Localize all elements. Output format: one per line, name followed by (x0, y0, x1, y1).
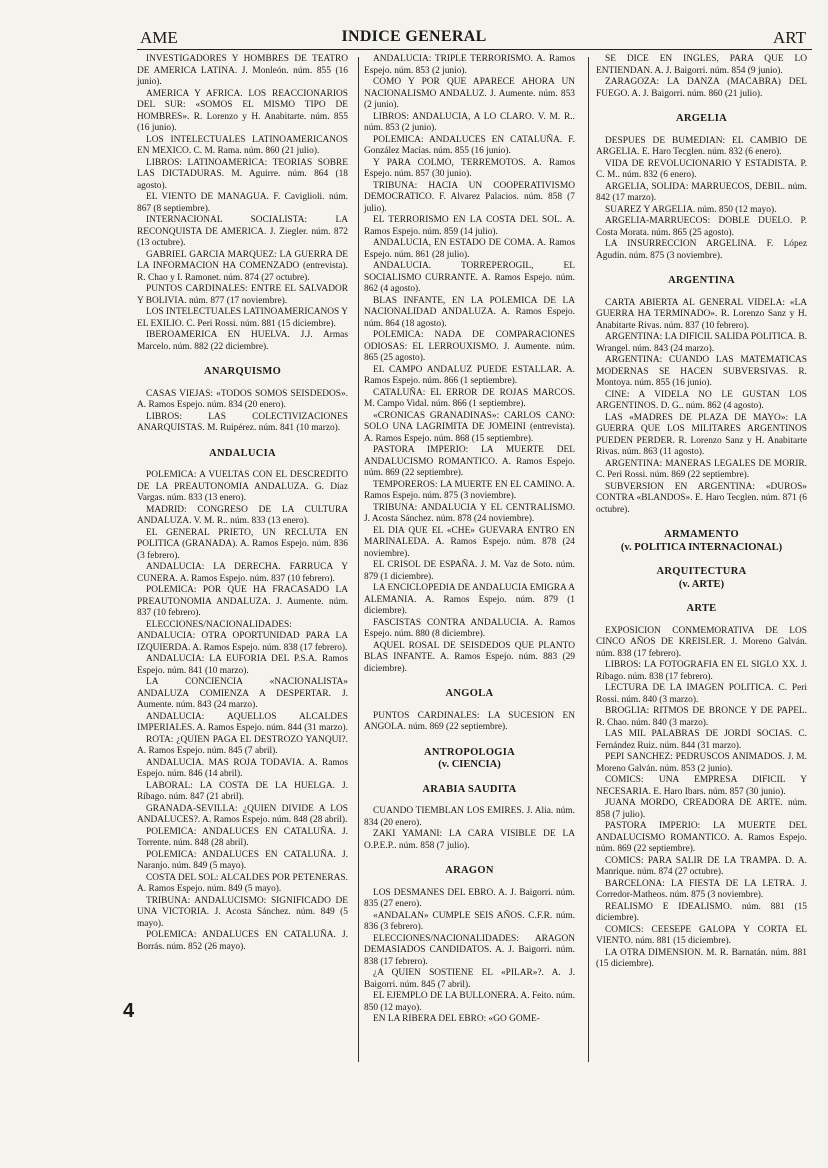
section-heading: ARGENTINA (668, 275, 735, 286)
section-heading: ARGELIA (675, 113, 728, 124)
index-entry: EL CAMPO ANDALUZ PUEDE ESTALLAR. A. Ramos Espejo. núm. 866 (1 septiembre). (364, 364, 575, 386)
index-entry: POLEMICA: ANDALUCES EN CATALUÑA. J. Torrente. núm. 848 (28 abril). (137, 826, 348, 848)
header-range-start: AME (140, 28, 178, 47)
index-entry: ANDALUCIA, EN ESTADO DE COMA. A. Ramos Espejo. núm. 861 (28 julio). (364, 238, 575, 260)
index-entry: ANDALUCIA: TRIPLE TERRORISMO. A. Ramos Espejo. núm. 853 (2 junio). (364, 54, 575, 76)
index-entry: LECTURA DE LA IMAGEN POLITICA. C. Peri Rossi. núm. 840 (3 marzo). (596, 683, 807, 705)
index-entry: CUANDO TIEMBLAN LOS EMIRES. J. Alia. núm. 834 (20 enero). (364, 806, 575, 828)
index-entry: GABRIEL GARCIA MARQUEZ: LA GUERRA DE LA INFORMACION HA COMENZADO (entrevista). R. Chao y I. Ramonet. núm. 874 (27 octubre). (137, 249, 348, 283)
section-heading: ARQUITECTURA (656, 566, 747, 577)
index-entry: ROTA: ¿QUIEN PAGA EL DESTROZO YANQUI?. A. Ramos Espejo. núm. 845 (7 abril). (137, 734, 348, 756)
index-entry: POLEMICA: NADA DE COMPARACIONES ODIOSAS: EL LERROUXISMO. J. Aumente. núm. 865 (25 agosto). (364, 330, 575, 363)
column-divider (588, 57, 589, 1062)
index-entry: EL CRISOL DE ESPAÑA. J. M. Vaz de Soto. núm. 879 (1 diciembre). (364, 560, 575, 582)
index-entry: BLAS INFANTE, EN LA POLEMICA DE LA NACIONALIDAD ANDALUZA. A. Ramos Espejo. núm. 864 (18 agosto). (364, 295, 575, 329)
index-entry: POLEMICA: ANDALUCES EN CATALUÑA. F. González Macías. núm. 855 (16 junio). (364, 134, 575, 156)
index-entry: «CRONICAS GRANADINAS»: CARLOS CANO: SOLO UNA LAGRIMITA DE JOMEINI (entrevista). A. Ramos Espejo. núm. 868 (15 septiembre). (364, 410, 575, 444)
index-entry: BARCELONA: LA FIESTA DE LA LETRA. J. Corredor-Matheos. núm. 875 (3 noviembre). (596, 878, 807, 900)
index-column-2 (364, 54, 575, 1026)
index-entry: SUAREZ Y ARGELIA. núm. 850 (12 mayo). (605, 204, 777, 215)
index-entry: DESPUES DE BUMEDIAN: EL CAMBIO DE ARGELIA. E. Haro Tecglen. núm. 832 (6 enero). (596, 135, 807, 157)
section-heading: ANTROPOLOGIA (423, 746, 516, 758)
index-entry: TRIBUNA: ANDALUCIA Y EL CENTRALISMO. J. Acosta Sánchez. núm. 878 (24 noviembre). (364, 502, 575, 524)
index-entry: PUNTOS CARDINALES: ENTRE EL SALVADOR Y BOLIVIA. núm. 877 (17 noviembre). (137, 284, 348, 306)
index-entry: PEPI SANCHEZ: PEDRUSCOS ANIMADOS. J. M. Moreno Galván. núm. 853 (2 junio). (596, 752, 807, 774)
index-entry: ZARAGOZA: LA DANZA (MACABRA) DEL FUEGO. A. J. Baigorri. núm. 860 (21 julio). (596, 77, 807, 99)
page-number: 4 (123, 1000, 135, 1022)
index-entry: ARGENTINA: MANERAS LEGALES DE MORIR. C. Peri Rossi. núm. 869 (22 septiembre). (596, 458, 807, 480)
index-entry: SE DICE EN INGLES, PARA QUE LO ENTIENDAN. A. J. Baigorri. núm. 854 (9 junio). (596, 54, 807, 76)
index-entry: LIBROS: ANDALUCIA, A LO CLARO. V. M. R.. núm. 853 (2 junio). (364, 111, 575, 133)
index-entry: LOS INTELECTUALES LATINOAMERICANOS Y EL EXILIO. C. Peri Rossi. núm. 881 (15 diciembre). (137, 307, 348, 329)
index-entry: TRIBUNA: HACIA UN COOPERATIVISMO DEMOCRATICO. F. Alvarez Palacios. núm. 858 (7 julio). (364, 180, 575, 214)
index-entry: TRIBUNA: ANDALUCISMO: SIGNIFICADO DE UNA VICTORIA. J. Acosta Sánchez. núm. 849 (5 mayo). (137, 895, 348, 929)
index-entry: EL GENERAL PRIETO, UN RECLUTA EN POLITICA (GRANADA). A. Ramos Espejo. núm. 836 (3 febrero). (137, 527, 348, 561)
index-entry: «ANDALAN» CUMPLE SEIS AÑOS. C.F.R. núm. 836 (3 febrero). (364, 910, 575, 932)
index-entry: PASTORA IMPERIO: LA MUERTE DEL ANDALUCISMO ROMANTICO. A. Ramos Espejo. núm. 869 (22 septiembre). (596, 821, 807, 854)
section-heading: ANGOLA (445, 688, 494, 699)
index-entry: ANDALUCIA. TORREPEROGIL, EL SOCIALISMO CURRANTE. A. Ramos Espejo. núm. 862 (4 agosto). (364, 261, 575, 294)
header-range-end: ART (773, 28, 806, 47)
section-heading: ARTE (686, 603, 717, 614)
index-entry: ARGENTINA: CUANDO LAS MATEMATICAS MODERNAS SE HACEN SUBVERSIVAS. R. Montoya. núm. 855 (16 junio). (596, 355, 807, 388)
index-entry: JUANA MORDO, CREADORA DE ARTE. núm. 858 (7 julio). (596, 798, 807, 820)
index-entry: Y PARA COLMO, TERREMOTOS. A. Ramos Espejo. núm. 857 (30 junio). (364, 157, 575, 179)
index-entry: ANDALUCIA: AQUELLOS ALCALDES IMPERIALES. A. Ramos Espejo. núm. 844 (31 marzo). (137, 711, 348, 733)
index-entry: INVESTIGADORES Y HOMBRES DE TEATRO DE AMERICA LATINA. J. Monleón. núm. 855 (16 junio). (137, 54, 348, 87)
index-entry: LA INSURRECCION ARGELINA. F. López Agudín. núm. 875 (3 noviembre). (596, 239, 807, 261)
index-entry: LAS «MADRES DE PLAZA DE MAYO»: LA GUERRA QUE LOS MILITARES ARGENTINOS PUEDEN PERDER. R. Lorenzo Sanz y H. Anabitarte Rivas. núm. 863 (11 agosto). (596, 412, 807, 457)
index-entry: MADRID: CONGRESO DE LA CULTURA ANDALUZA. V. M. R.. núm. 833 (13 enero). (137, 504, 348, 526)
index-entry: LOS DESMANES DEL EBRO. A. J. Baigorri. núm. 835 (27 enero). (364, 887, 575, 909)
index-entry: LIBROS: LAS COLECTIVIZACIONES ANARQUISTAS. M. Ruipérez. núm. 841 (10 marzo). (137, 411, 348, 433)
index-entry: FASCISTAS CONTRA ANDALUCIA. A. Ramos Espejo. núm. 880 (8 diciembre). (364, 617, 575, 639)
index-entry: COMICS: CEESEPE GALOPA Y CORTA EL VIENTO. núm. 881 (15 diciembre). (596, 924, 807, 946)
index-entry: ANDALUCIA: LA EUFORIA DEL P.S.A. Ramos Espejo. núm. 841 (10 marzo). (137, 654, 348, 676)
index-entry: INTERNACIONAL SOCIALISTA: LA RECONQUISTA DE AMERICA. J. Ziegler. núm. 872 (13 octubre). (137, 215, 348, 248)
index-entry: CINE: A VIDELA NO LE GUSTAN LOS ARGENTINOS. D. G.. núm. 862 (4 agosto). (596, 389, 807, 411)
index-entry: LA ENCICLOPEDIA DE ANDALUCIA EMIGRA A ALEMANIA. A. Ramos Espejo. núm. 879 (1 diciembre). (364, 583, 575, 616)
index-entry: POLEMICA: ANDALUCES EN CATALUÑA. J. Naranjo. núm. 849 (5 mayo). (137, 849, 348, 871)
index-entry: REALISMO E IDEALISMO. núm. 881 (15 diciembre). (596, 901, 807, 923)
index-entry: CASAS VIEJAS: «TODOS SOMOS SEISDEDOS». A. Ramos Espejo. núm. 834 (20 enero). (137, 388, 348, 410)
index-entry: ZAKI YAMANI: LA CARA VISIBLE DE LA O.P.E.P.. núm. 858 (7 julio). (364, 829, 575, 851)
index-entry: EL EJEMPLO DE LA BULLONERA. A. Feito. núm. 850 (12 mayo). (364, 991, 575, 1013)
section-heading: ARAGON (445, 865, 494, 876)
section-heading: ARABIA SAUDITA (422, 783, 517, 795)
index-entry: CARTA ABIERTA AL GENERAL VIDELA: «LA GUERRA HA TERMINADO». R. Lorenzo Sanz y H. Anabitarte Rivas. núm. 837 (10 febrero). (596, 297, 807, 331)
index-entry: AQUEL ROSAL DE SEISDEDOS QUE PLANTO BLAS INFANTE. A. Ramos Espejo. núm. 883 (29 diciembre). (364, 640, 575, 674)
index-entry: ANDALUCIA. MAS ROJA TODAVIA. A. Ramos Espejo. núm. 846 (14 abril). (137, 757, 348, 779)
index-entry: CATALUÑA: EL ERROR DE ROJAS MARCOS. M. Campo Vidal. núm. 866 (1 septiembre). (364, 387, 575, 409)
index-entry: IBEROAMERICA EN HUELVA. J.J. Armas Marcelo. núm. 882 (22 diciembre). (137, 330, 348, 352)
section-cross-reference: (v. ARTE) (678, 578, 725, 590)
index-entry: ANDALUCIA: LA DERECHA. FARRUCA Y CUNERA. A. Ramos Espejo. núm. 837 (10 febrero). (137, 562, 348, 584)
index-entry: COMO Y POR QUE APARECE AHORA UN NACIONALISMO ANDALUZ. J. Aumente. núm. 853 (2 junio). (364, 77, 575, 110)
index-column-1 (137, 54, 348, 953)
page-title: INDICE GENERAL (341, 28, 487, 45)
index-entry: LAS MIL PALABRAS DE JORDI SOCIAS. C. Fernández Ruiz. núm. 844 (31 marzo). (596, 729, 807, 751)
section-heading: ANDALUCIA (209, 447, 276, 459)
index-entry: POLEMICA: A VUELTAS CON EL DESCREDITO DE LA PREAUTONOMIA ANDALUZA. G. Díaz Vargas. núm. 833 (13 enero). (137, 470, 348, 503)
index-entry: POLEMICA: POR QUE HA FRACASADO LA PREAUTONOMIA ANDALUZA. J. Aumente. núm. 837 (10 febrero). (137, 585, 348, 618)
index-entry: AMERICA Y AFRICA. LOS REACCIONARIOS DEL SUR: «SOMOS EL MISMO TIPO DE HOMBRES». R. Lorenzo y H. Anabitarte. núm. 855 (16 junio). (137, 88, 348, 133)
index-entry: ELECCIONES/NACIONALIDADES: ARAGON DEMASIADOS CANDIDATOS. A. J. Baigorri. núm. 838 (17 febrero). (364, 933, 575, 967)
index-entry: ARGENTINA: LA DIFICIL SALIDA POLITICA. B. Wrangel. núm. 843 (24 marzo). (596, 332, 807, 354)
section-heading: ANARQUISMO (203, 366, 282, 377)
index-entry: EL VIENTO DE MANAGUA. F. Caviglioli. núm. 867 (8 septiembre). (137, 192, 348, 214)
index-entry: LIBROS: LA FOTOGRAFIA EN EL SIGLO XX. J. Ríbago. núm. 838 (17 febrero). (596, 660, 807, 682)
index-entry: ARGELIA-MARRUECOS: DOBLE DUELO. P. Costa Morata. núm. 865 (25 agosto). (596, 216, 807, 238)
section-heading: ARMAMENTO (664, 529, 739, 540)
index-entry: LOS INTELECTUALES LATINOAMERICANOS EN MEXICO. C. M. Rama. núm. 860 (21 julio). (137, 134, 348, 156)
index-entry: EXPOSICION CONMEMORATIVA DE LOS CINCO AÑOS DE KREISLER. J. Moreno Galván. núm. 838 (17 febrero). (596, 625, 807, 659)
index-entry: COMICS: UNA EMPRESA DIFICIL Y NECESARIA. E. Haro Ibars. núm. 857 (30 junio). (596, 775, 807, 797)
column-divider (358, 57, 359, 1062)
index-entry: VIDA DE REVOLUCIONARIO Y ESTADISTA. P. C. M.. núm. 832 (6 enero). (596, 158, 807, 180)
index-entry: LA CONCIENCIA «NACIONALISTA» ANDALUZA COMIENZA A DESPERTAR. J. Aumente. núm. 843 (24 marzo). (137, 677, 348, 710)
index-entry: ¿A QUIEN SOSTIENE EL «PILAR»?. A. J. Baigorri. núm. 845 (7 abril). (364, 968, 575, 990)
index-entry: LA OTRA DIMENSION. M. R. Barnatán. núm. 881 (15 diciembre). (596, 947, 807, 969)
index-entry: POLEMICA: ANDALUCES EN CATALUÑA. J. Borrás. núm. 852 (26 mayo). (137, 930, 348, 952)
index-entry: EN LA RIBERA DEL EBRO: «GO GOME- (373, 1014, 540, 1024)
index-entry: EL TERRORISMO EN LA COSTA DEL SOL. A. Ramos Espejo. núm. 859 (14 julio). (364, 215, 575, 237)
index-entry: LIBROS: LATINOAMERICA: TEORIAS SOBRE LAS DICTADURAS. M. Aguirre. núm. 864 (18 agosto). (137, 157, 348, 191)
index-entry: TEMPOREROS: LA MUERTE EN EL CAMINO. A. Ramos Espejo. núm. 875 (3 noviembre). (364, 479, 575, 501)
index-entry: ELECCIONES/NACIONALIDADES: ANDALUCIA: OTRA OPORTUNIDAD PARA LA IZQUIERDA. A. Ramos Espejo. núm. 838 (17 febrero). (137, 619, 348, 653)
index-entry: COMICS: PARA SALIR DE LA TRAMPA. D. A. Manrique. núm. 874 (27 octubre). (596, 855, 807, 877)
index-entry: LABORAL: LA COSTA DE LA HUELGA. J. Ríbago. núm. 847 (21 abril). (137, 780, 348, 802)
index-entry: PUNTOS CARDINALES: LA SUCESION EN ANGOLA. núm. 869 (22 septiembre). (364, 710, 575, 732)
header-rule (137, 49, 812, 50)
index-column-3 (596, 54, 807, 971)
index-entry: COSTA DEL SOL: ALCALDES POR PETENERAS. A. Ramos Espejo. núm. 849 (5 mayo). (137, 872, 348, 894)
index-entry: SUBVERSION EN ARGENTINA: «DUROS» CONTRA «BLANDOS». E. Haro Tecglen. núm. 871 (6 octubre). (596, 481, 807, 515)
index-entry: ARGELIA, SOLIDA: MARRUECOS, DEBIL. núm. 842 (17 marzo). (596, 181, 807, 203)
index-entry: BROGLIA: RITMOS DE BRONCE Y DE PAPEL. R. Chao. núm. 840 (3 marzo). (596, 706, 807, 728)
index-entry: EL DIA QUE EL «CHE» GUEVARA ENTRO EN MARINALEDA. A. Ramos Espejo. núm. 878 (24 noviembre). (364, 525, 575, 559)
section-cross-reference: (v. CIENCIA) (438, 759, 501, 770)
index-entry: PASTORA IMPERIO: LA MUERTE DEL ANDALUCISMO ROMANTICO. A. Ramos Espejo. núm. 869 (22 septiembre). (364, 445, 575, 478)
section-cross-reference: (v. POLITICA INTERNACIONAL) (620, 541, 783, 553)
index-entry: GRANADA-SEVILLA: ¿QUIEN DIVIDE A LOS ANDALUCES?. A. Ramos Espejo. núm. 848 (28 abril). (137, 803, 348, 825)
